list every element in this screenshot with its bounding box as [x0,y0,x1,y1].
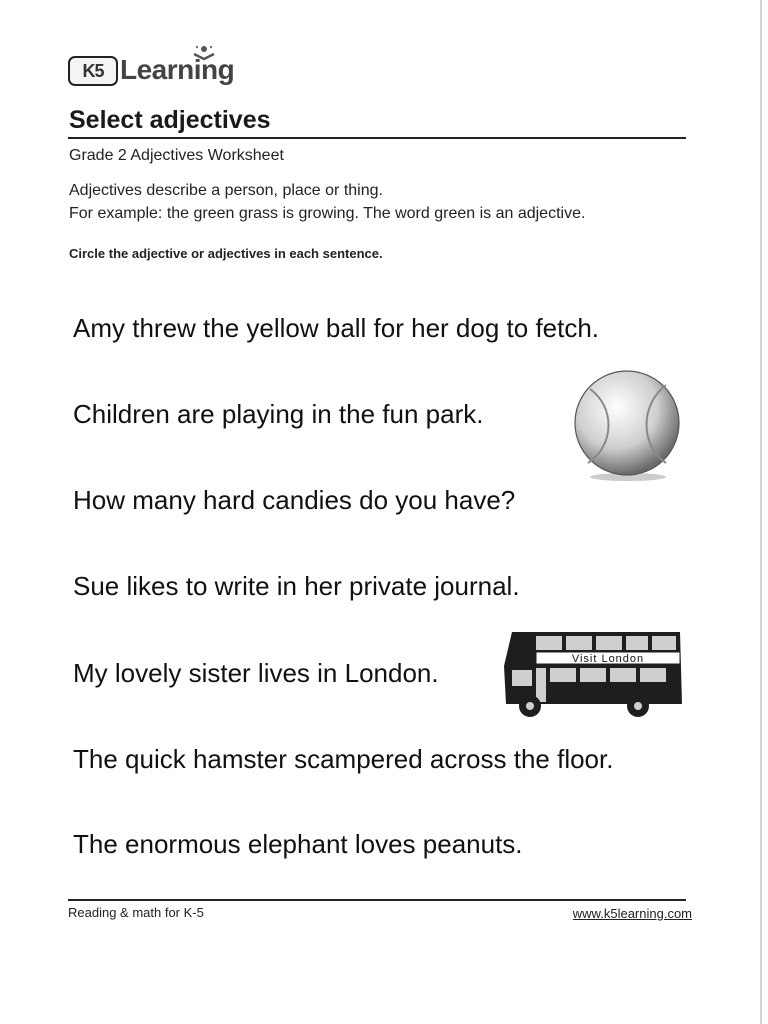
worksheet-title: Select adjectives [69,106,271,134]
sentence-5: My lovely sister lives in London. [73,658,439,688]
footer-divider [68,899,686,901]
sentence-2: Children are playing in the fun park. [73,399,484,429]
sentence-4: Sue likes to write in her private journal. [73,571,520,601]
title-divider [68,137,686,139]
london-bus-icon [500,626,685,721]
footer-tagline: Reading & math for K-5 [68,905,204,920]
k5-learning-logo [68,44,258,92]
worksheet-subtitle: Grade 2 Adjectives Worksheet [69,147,284,164]
tennis-ball-icon [570,367,685,482]
sentence-1: Amy threw the yellow ball for her dog to fetch. [73,313,600,343]
website-link[interactable]: www.k5learning.com [572,906,692,921]
bus-sign: Visit London [571,653,645,665]
description-line-1: Adjectives describe a person, place or thing. [69,182,383,199]
sentence-7: The enormous elephant loves peanuts. [73,829,523,859]
description-line-2: For example: the green grass is growing. The word green is an adjective. [69,205,586,222]
person-icon [191,44,217,66]
page-edge-shadow [760,0,762,1024]
sentence-6: The quick hamster scampered across the floor. [73,744,614,774]
instruction-text: Circle the adjective or adjectives in each sentence. [69,246,383,261]
sentence-3: How many hard candies do you have? [73,485,516,515]
k5-badge: K5 [68,56,118,86]
logo-wordmark: Learning [120,54,235,85]
